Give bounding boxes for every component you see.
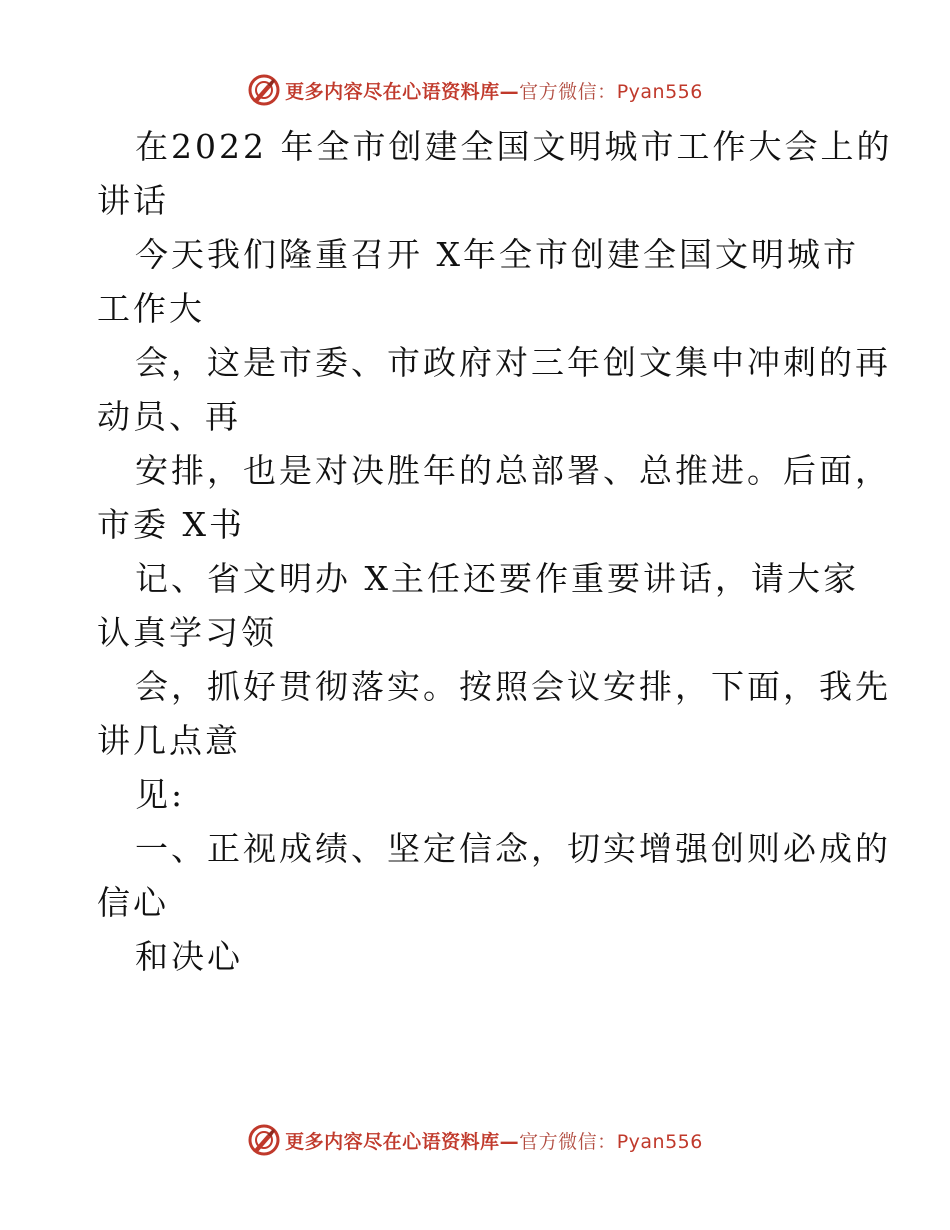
banner-main-text: 更多内容尽在心语资料库— xyxy=(285,80,520,103)
text-line: 在2022 年全市创建全国文明城市工作大会上的 xyxy=(135,127,893,166)
text-line: 今天我们隆重召开 X年全市创建全国文明城市 xyxy=(135,235,859,274)
banner-wechat-id: Pyan556 xyxy=(616,80,703,103)
text-line: 市委 X书 xyxy=(97,505,245,544)
text-line: 见: xyxy=(135,775,186,814)
text-line: 会，这是市委、市政府对三年创文集中冲刺的再 xyxy=(135,343,891,382)
footer-banner xyxy=(0,1120,950,1160)
seal-pen-icon xyxy=(247,1123,281,1157)
text-line: 会，抓好贯彻落实。按照会议安排，下面，我先 xyxy=(135,667,891,706)
banner-text xyxy=(285,1127,703,1154)
banner-main-text: 更多内容尽在心语资料库— xyxy=(285,1130,520,1153)
text-line: 信心 xyxy=(97,883,169,922)
banner-wechat-id: Pyan556 xyxy=(616,1130,703,1153)
text-line: 安排，也是对决胜年的总部署、总推进。后面， xyxy=(135,451,891,490)
document-body xyxy=(97,120,893,984)
text-line: 工作大 xyxy=(97,289,205,328)
text-line: 认真学习领 xyxy=(97,613,277,652)
text-line: 动员、再 xyxy=(97,397,241,436)
header-banner xyxy=(0,70,950,110)
banner-wechat-label: 官方微信： xyxy=(519,80,617,103)
text-line: 记、省文明办 X主任还要作重要讲话，请大家 xyxy=(135,559,859,598)
text-line: 和决心 xyxy=(135,937,243,976)
text-line: 讲几点意 xyxy=(97,721,241,760)
banner-wechat-label: 官方微信： xyxy=(519,1130,617,1153)
text-line: 一、正视成绩、坚定信念，切实增强创则必成的 xyxy=(135,829,891,868)
text-line: 讲话 xyxy=(97,181,169,220)
seal-pen-icon xyxy=(247,73,281,107)
banner-text xyxy=(285,77,703,104)
